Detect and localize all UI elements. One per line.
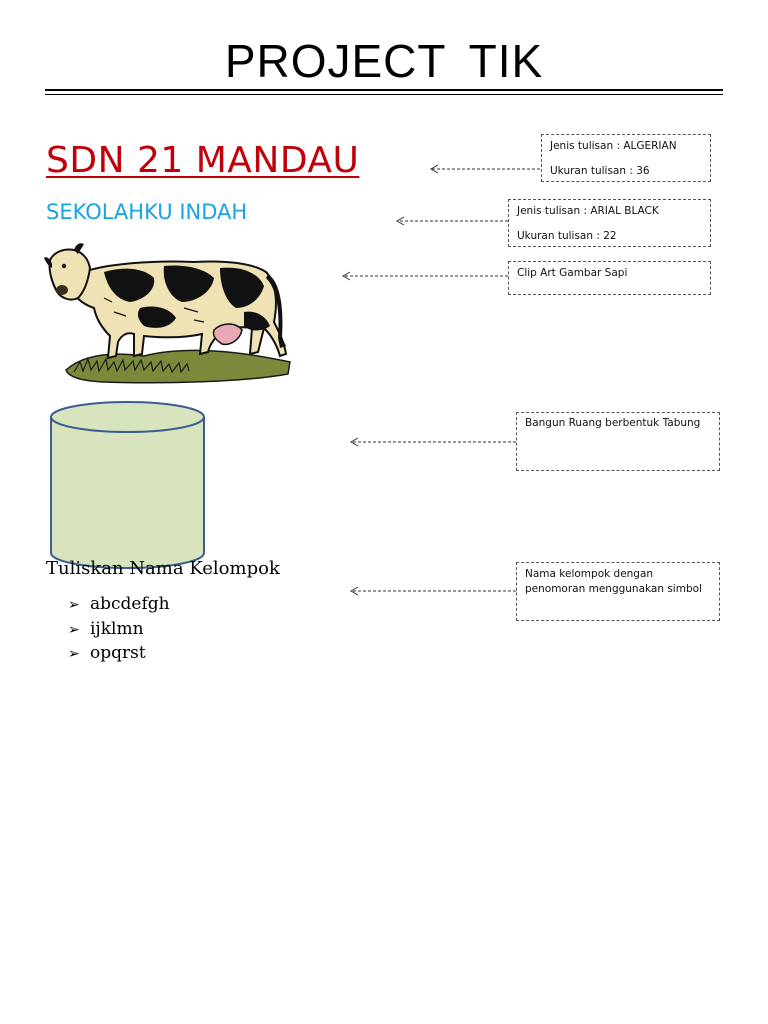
cow-clipart-image	[44, 242, 294, 387]
note-shape	[516, 412, 720, 471]
list-item	[68, 592, 170, 617]
list-item	[68, 641, 170, 666]
school-name: SDN 21 MANDAU	[46, 140, 360, 181]
title-rule-thin	[45, 94, 723, 95]
note-motto-font	[508, 199, 711, 247]
arrowhead-shape-icon	[351, 438, 358, 446]
note-line: Clip Art Gambar Sapi	[517, 267, 628, 279]
list-item	[68, 617, 170, 642]
page-title: PROJECT TIK	[224, 35, 544, 87]
arrow-bullet-icon: ➢	[68, 646, 80, 662]
arrowhead-motto-icon	[397, 217, 404, 225]
title-rule-thick	[45, 89, 723, 91]
member-list	[68, 592, 170, 666]
arrowhead-group-icon	[351, 587, 358, 595]
arrow-bullet-icon: ➢	[68, 597, 80, 613]
school-motto: SEKOLAHKU INDAH	[46, 200, 248, 224]
arrowhead-school-icon	[431, 165, 438, 173]
note-school-font	[541, 134, 711, 182]
member-name: abcdefgh	[90, 594, 170, 614]
arrow-bullet-icon: ➢	[68, 621, 80, 638]
note-clipart	[508, 261, 711, 295]
cylinder-top	[51, 402, 204, 432]
note-line: Nama kelompok dengan penomoran menggunakan simbol	[525, 568, 702, 595]
member-name: ijklmn	[90, 618, 144, 639]
note-line: Jenis tulisan : ARIAL BLACK	[517, 205, 659, 217]
member-name: opqrst	[90, 643, 146, 663]
note-line: Ukuran tulisan : 22	[517, 230, 617, 242]
note-line: Ukuran tulisan : 36	[550, 165, 650, 177]
cylinder-body	[51, 417, 204, 568]
note-line: Jenis tulisan : ALGERIAN	[550, 140, 677, 152]
arrowhead-clipart-icon	[343, 272, 350, 280]
note-group	[516, 562, 720, 621]
cylinder-shape	[48, 400, 208, 570]
note-line: Bangun Ruang berbentuk Tabung	[525, 417, 701, 429]
group-heading: Tuliskan Nama Kelompok	[46, 558, 280, 579]
